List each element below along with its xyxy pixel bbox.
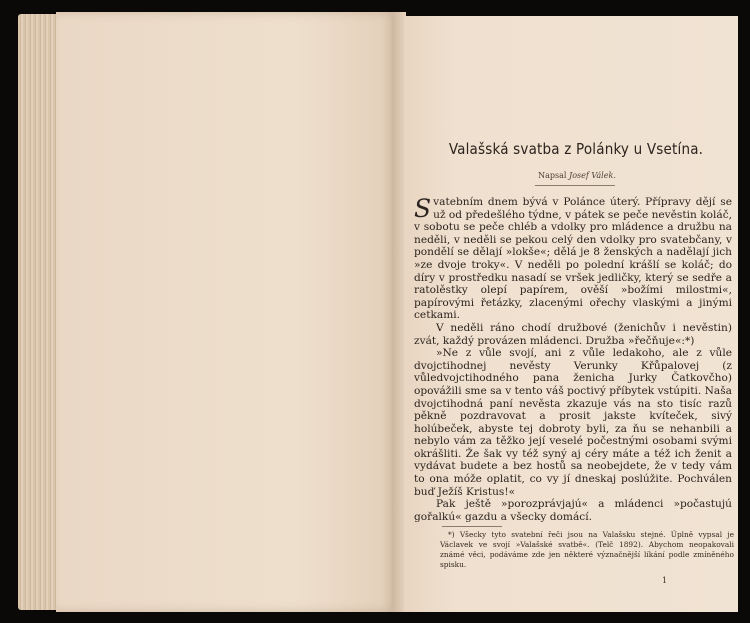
- open-book: [12, 8, 740, 616]
- footnote: [440, 530, 734, 570]
- paragraph: Pak ještě »porozprávjajú« a mládenci »počastujú gořalkú« gazdu a všecky domácí.: [414, 498, 732, 523]
- byline-prefix: Napsal: [538, 171, 567, 180]
- article-byline: [422, 171, 732, 180]
- author-name: Josef Válek.: [569, 171, 616, 180]
- paragraph: [414, 196, 732, 322]
- article-title: Valašská svatba z Polánky u Vsetína.: [448, 140, 704, 158]
- left-page-blank: [56, 12, 396, 612]
- paragraph: V neděli ráno chodí družbové (ženichův i nevěstin) zvát, každý provázen mládenci. Družba »řečňuje«:*): [414, 321, 732, 347]
- footnote-rule: [442, 526, 502, 527]
- page-number: 1: [662, 576, 668, 585]
- paragraph-text: vatebním dnem bývá v Polánce úterý. Přípravy dějí se už od předešlého týdne, v pátek se peče nevěstin koláč, v sobotu se peče chléb a vdolky pro mládence a družbu na neděli, v neděli se pekou celý den vdolky pro svatebčany, v pondělí se dělají »lokše«; dělá je 8 ženských a nadělají jich »ze dvoje troky«. V neděli po polední krášlí se koláč; do díry v prostředku nasadí se vršek jedličky, který se sedře a ratolěstky olepí papírem, ověší »božími milostmi«, papírovými řetázky, zlacenými ořechy vlaskými a jinými cetkami.: [414, 196, 732, 322]
- title-rule: [535, 185, 615, 186]
- right-page: [404, 16, 738, 612]
- paragraph: »Ne z vůle svojí, ani z vůle ledakoho, ale z vůle dvojctihodnej nevěsty Verunky Křůpalovej (z vůledvojctihodného pana ženicha Jurky Čatkovčho) opovážili sme sa v tento váš poctivý příbytek vstúpiti. Naša dvojctihodná paní nevěsta zkazuje vás na sto tisíc razů pěkně pozdravovat a prosit jakste kvíteček, sivý holúbeček, abyste tej dobroty byli, za ňu se nehanbili a nebylo vám za těžko její veselé počestnými osobami svými okrášliti. Že šak vy též syný aj céry máte a též ich ženit a vydávat budete a bez hostů sa neobejdete, že v tedy vám to ona móže oplatit, co vy jí dneskaj poslúžite. Pochválen buď Ježíš Kristus!«: [414, 347, 732, 498]
- footnote-text: *) Všecky tyto svatební řeči jsou na Valašsku stejné. Úplně vypsal je Václavek ve svojí »Valašské svatbě«. (Telč 1892). Abychom neopakovali známé věci, podáváme zde jen některé význačnější líkání podle zmíněného spisku.: [440, 530, 734, 569]
- article-body: [414, 196, 732, 523]
- drop-cap: S: [414, 194, 432, 223]
